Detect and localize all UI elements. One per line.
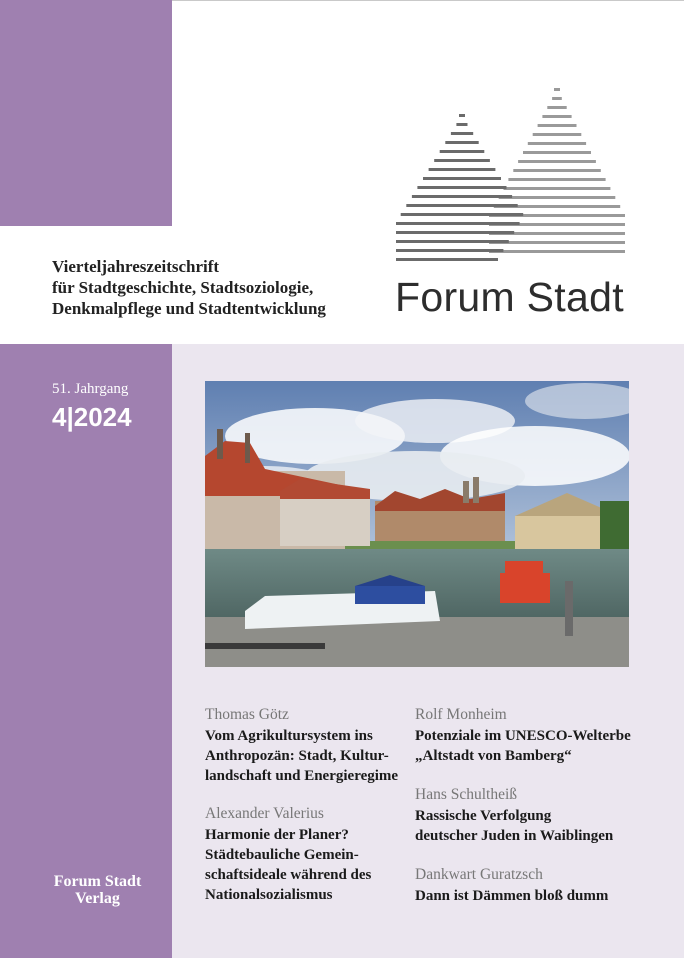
logo-stripe [489, 250, 625, 253]
article-monheim[interactable] [415, 705, 645, 766]
article-title-line: Anthropozän: Stadt, Kultur- [205, 748, 389, 764]
logo-stripe [538, 124, 577, 127]
publisher-name [40, 873, 155, 907]
description-line: Vierteljahreszeitschrift [52, 257, 220, 276]
article-goetz[interactable] [205, 705, 435, 786]
article-author: Thomas Götz [205, 706, 289, 723]
article-title-line: Rassische Verfolgung [415, 808, 552, 824]
article-title-line: schaftsideale während des [205, 867, 372, 883]
article-author: Dankwart Guratzsch [415, 866, 543, 883]
article-title-line: Vom Agrikultursystem ins [205, 728, 373, 744]
logo-stripe [401, 213, 524, 216]
logo-stripe [417, 186, 506, 189]
logo-stripe [396, 258, 498, 261]
logo-stripe [429, 168, 496, 171]
logo-stripe [533, 133, 582, 136]
logo-stripe [412, 195, 512, 198]
logo-stripe [434, 159, 490, 162]
purple-band-top [0, 0, 172, 226]
publisher-line: Verlag [75, 890, 120, 907]
logo-stripe [396, 222, 520, 225]
description-line: Denkmalpflege und Stadtentwicklung [52, 299, 326, 318]
brand-name: Forum Stadt [395, 274, 624, 320]
logo-stripe [504, 187, 611, 190]
article-author: Hans Schultheiß [415, 786, 518, 803]
description-line: für Stadtgeschichte, Stadtsoziologie, [52, 278, 314, 297]
article-title-line: Dann ist Dämmen bloß dumm [415, 888, 609, 904]
forum-stadt-logo-icon [392, 80, 632, 270]
article-guratzsch[interactable] [415, 865, 645, 906]
article-author: Alexander Valerius [205, 805, 324, 822]
article-title-line: landschaft und Energieregime [205, 768, 399, 784]
logo-stripe [554, 88, 560, 91]
issue-number: 4|2024 [52, 402, 132, 432]
logo-stripe [440, 150, 485, 153]
logo-stripe [513, 169, 601, 172]
purple-band-bottom [0, 344, 172, 958]
logo-stripe [542, 115, 571, 118]
logo-stripe [396, 249, 503, 252]
article-title-line: Städtebauliche Gemein- [205, 847, 359, 863]
logo-stripe [423, 177, 501, 180]
article-title-line: Potenziale im UNESCO-Welterbe [415, 728, 631, 744]
logo-stripe [518, 160, 596, 163]
logo-stripe [552, 97, 562, 100]
volume-label: 51. Jahrgang [52, 381, 129, 397]
article-valerius[interactable] [205, 804, 435, 905]
logo-stripe [499, 196, 616, 199]
logo-stripe [547, 106, 566, 109]
article-schultheiss[interactable] [415, 785, 645, 846]
bamberg-riverside-photo-icon [205, 381, 629, 667]
logo-stripe [489, 241, 625, 244]
article-title-line: Harmonie der Planer? [205, 827, 349, 843]
logo-stripe [445, 141, 478, 144]
logo-stripe [456, 123, 467, 126]
article-title-line: „Altstadt von Bamberg“ [415, 748, 572, 764]
cover-photo [205, 381, 629, 667]
logo-stripe [508, 178, 605, 181]
article-title-line: Nationalsozialismus [205, 887, 333, 903]
logo-stripe [396, 231, 514, 234]
logo-stripe [528, 142, 586, 145]
logo-stripe [396, 240, 509, 243]
journal-description [52, 256, 372, 319]
article-author: Rolf Monheim [415, 706, 507, 723]
logo-stripe [459, 114, 465, 117]
logo-stripe [406, 204, 517, 207]
logo-stripe [523, 151, 591, 154]
publisher-line: Forum Stadt [53, 873, 142, 890]
logo-stripe [451, 132, 473, 135]
article-title-line: deutscher Juden in Waiblingen [415, 828, 614, 844]
